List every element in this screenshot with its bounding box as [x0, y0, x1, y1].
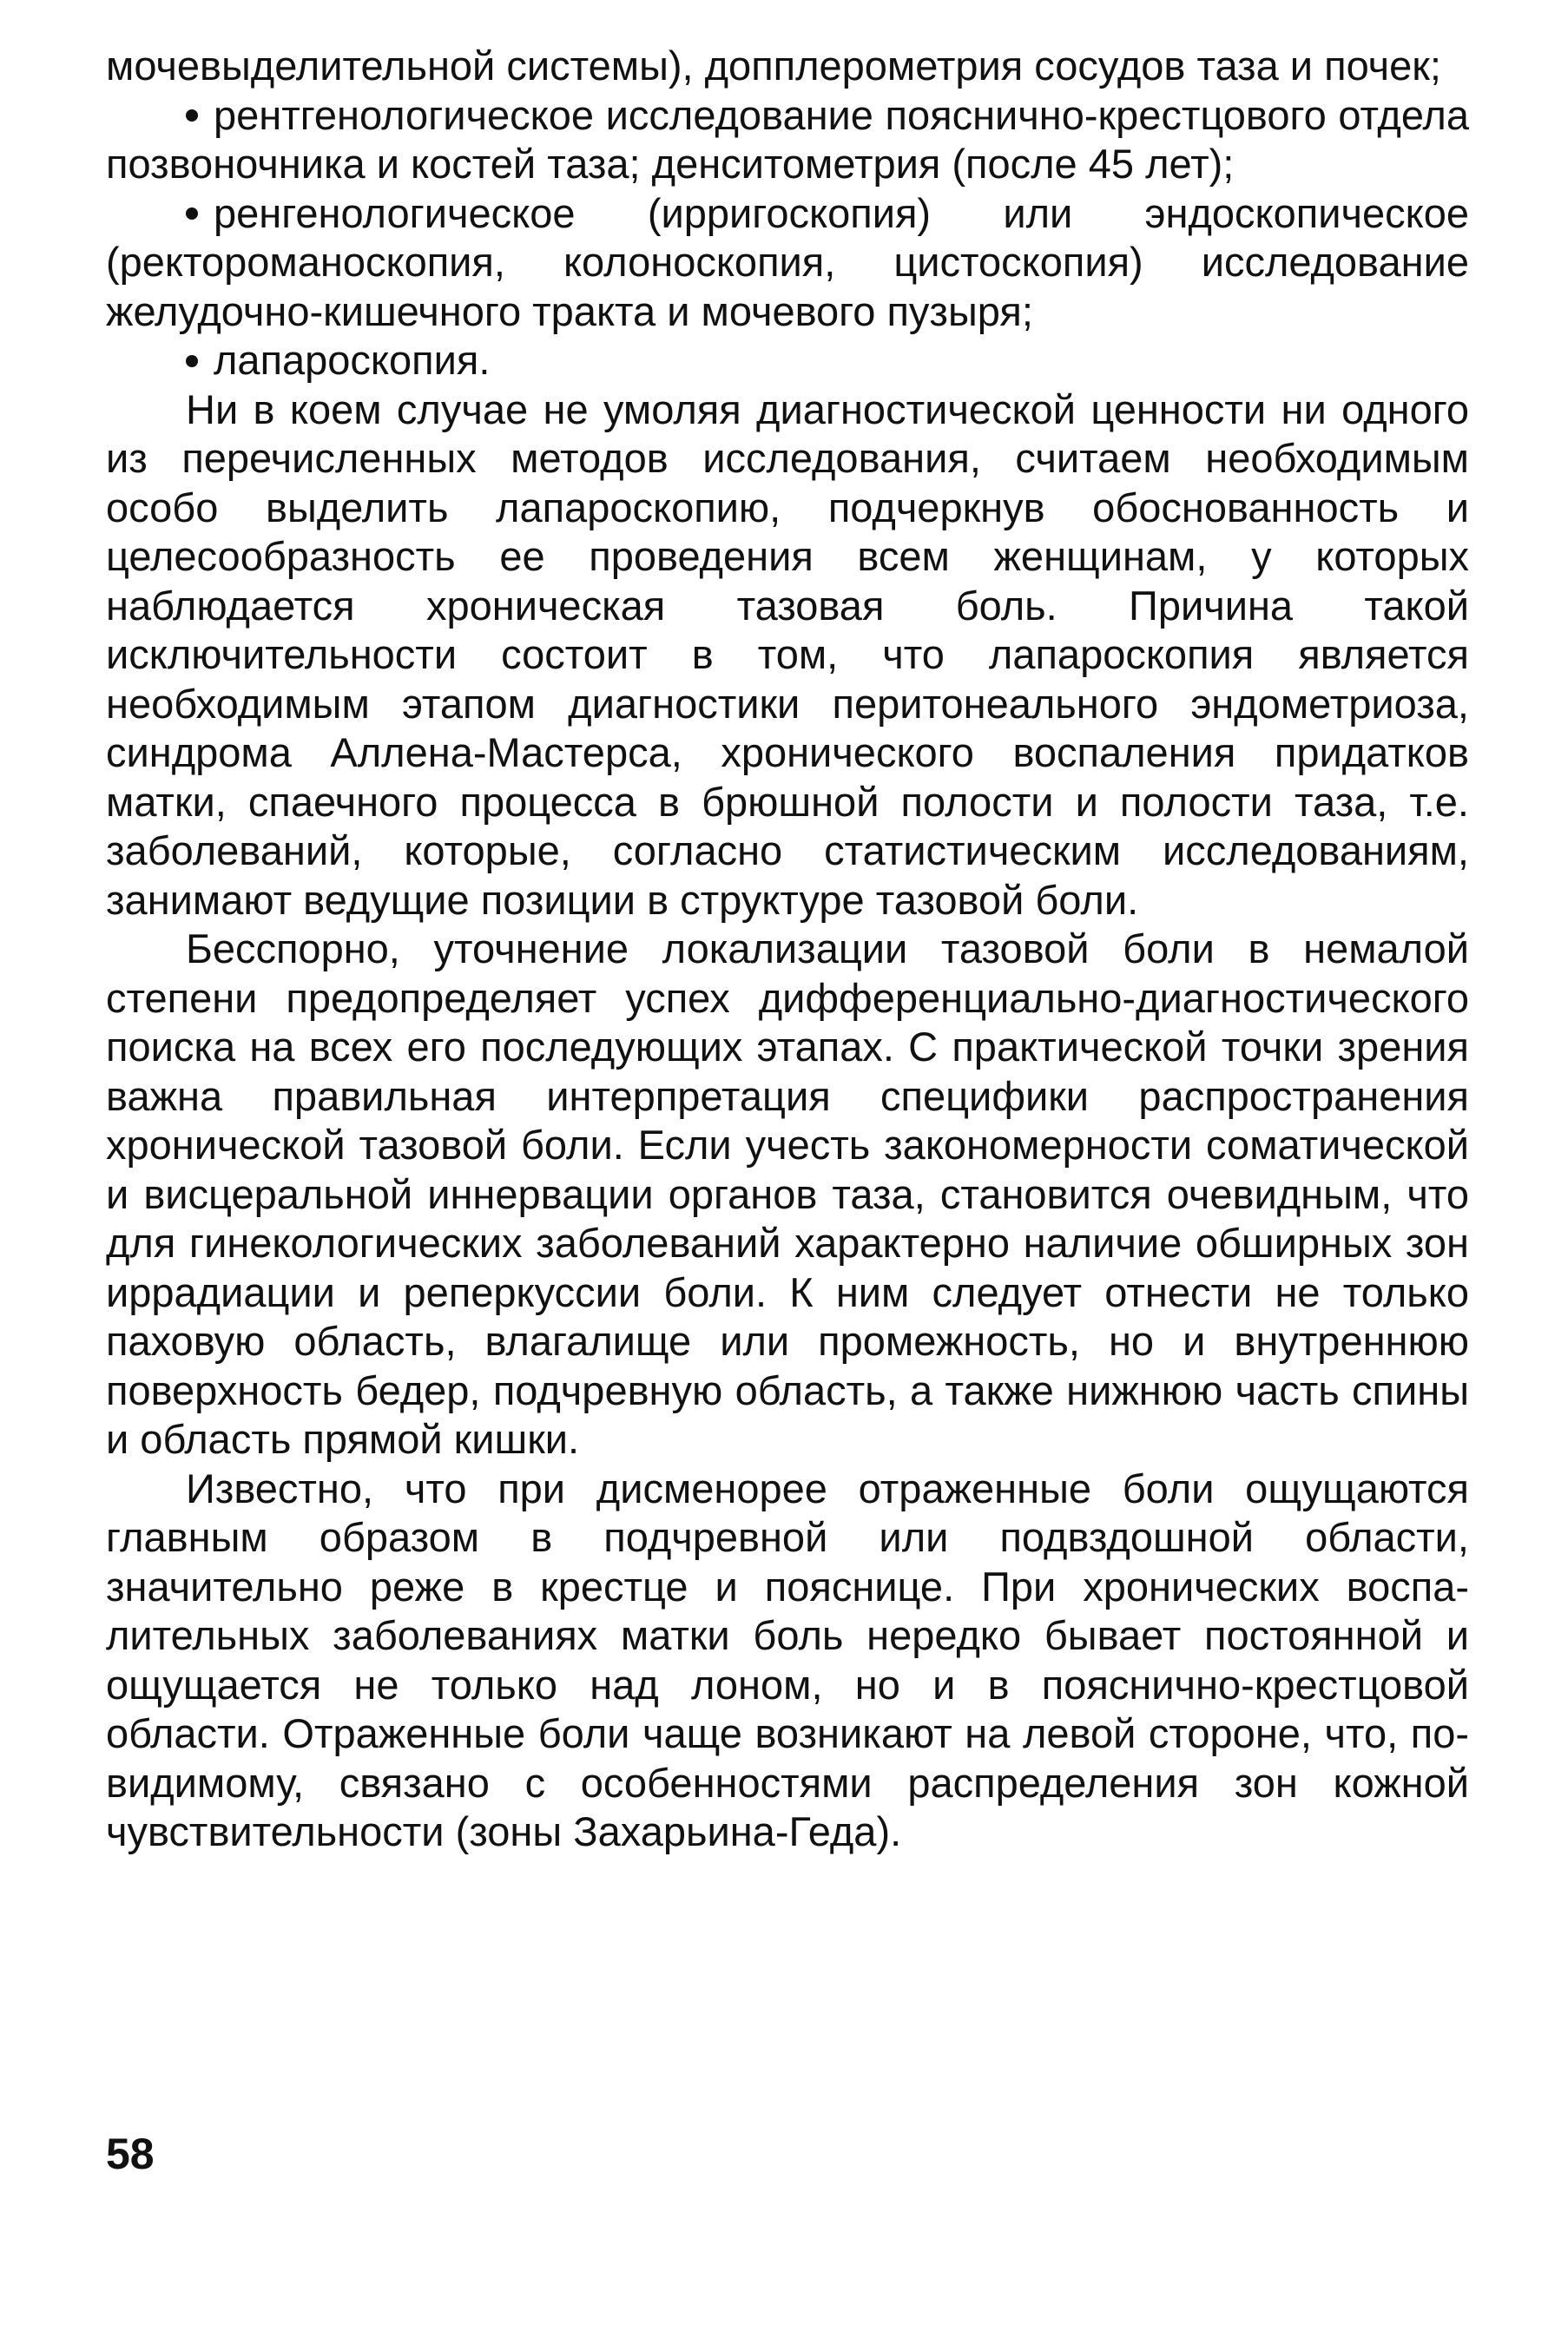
bullet-icon	[186, 355, 198, 367]
bullet-item	[106, 336, 1469, 385]
bullet-icon	[186, 207, 198, 220]
bullet-text: ренгенологическое (ирригоскопия) или эндоскопическое (ректороманоскопия, колоноскопия, цистоскопия) исследование желудочно-кишечного тракта и мочевого пузыря;	[106, 189, 1469, 334]
page-number: 58	[106, 2130, 155, 2178]
bullet-text: рентгенологическое исследование пояснично-крестцового отдела позвоночника и костей таза; денситометрия (после 45 лет);	[106, 91, 1469, 187]
body-paragraph: Известно, что при дисменорее отраженные боли ощущаются главным образом в подчревной или подвздошной области, значительно реже в крестце и пояснице. При хронических воспалительных заболеваниях матки боль нередко бывает постоянной и ощущается не только над лоном, но и в пояснично-крестцовой области. Отраженные боли чаще возникают на левой стороне, что, по-видимому, связано с особенностями распределения зон кожной чувствительности (зоны Захарьина-Геда).	[106, 1465, 1469, 1854]
bullet-item	[106, 189, 1469, 337]
continuation-paragraph: мочевыделительной системы), допплерометрия сосудов таза и почек;	[106, 43, 1441, 89]
bullet-text: лапароскопия.	[214, 337, 491, 383]
page-text	[106, 42, 1469, 1857]
bullet-icon	[186, 109, 198, 122]
body-paragraph: Ни в коем случае не умоляя диагностической ценности ни одного из перечисленных методов исследования, считаем необходимым особо выделить лапароскопию, подчеркнув обоснованность и целесообразность ее проведения всем женщинам, у которых наблюдается хроническая тазовая боль. Причина такой исключительности состоит в том, что лапароскопия является необходимым этапом диагностики перитонеального эндометриоза, синдрома Аллена-Мастерса, хронического воспаления придатков матки, спаечного процесса в брюшной полости и полости таза, т.е. заболеваний, которые, согласно статистическим исследованиям, занимают ведущие позиции в структуре тазовой боли.	[106, 385, 1469, 923]
bullet-item	[106, 91, 1469, 189]
book-page	[106, 42, 1469, 1857]
body-paragraph: Бесспорно, уточнение локализации тазовой боли в немалой степени предопределяет успех дифференциально-диагностического поиска на всех его последующих этапах. С практической точки зрения важна правильная интерпретация специфики распространения хронической тазовой боли. Если учесть закономерности соматической и висцеральной иннервации органов таза, становится очевидным, что для гинекологических заболеваний характерно наличие обширных зон иррадиации и реперкуссии боли. К ним следует отнести не только паховую область, влагалище или промежность, но и внутреннюю поверхность бедер, подчревную область, а также нижнюю часть спины и область прямой кишки.	[106, 925, 1469, 1462]
